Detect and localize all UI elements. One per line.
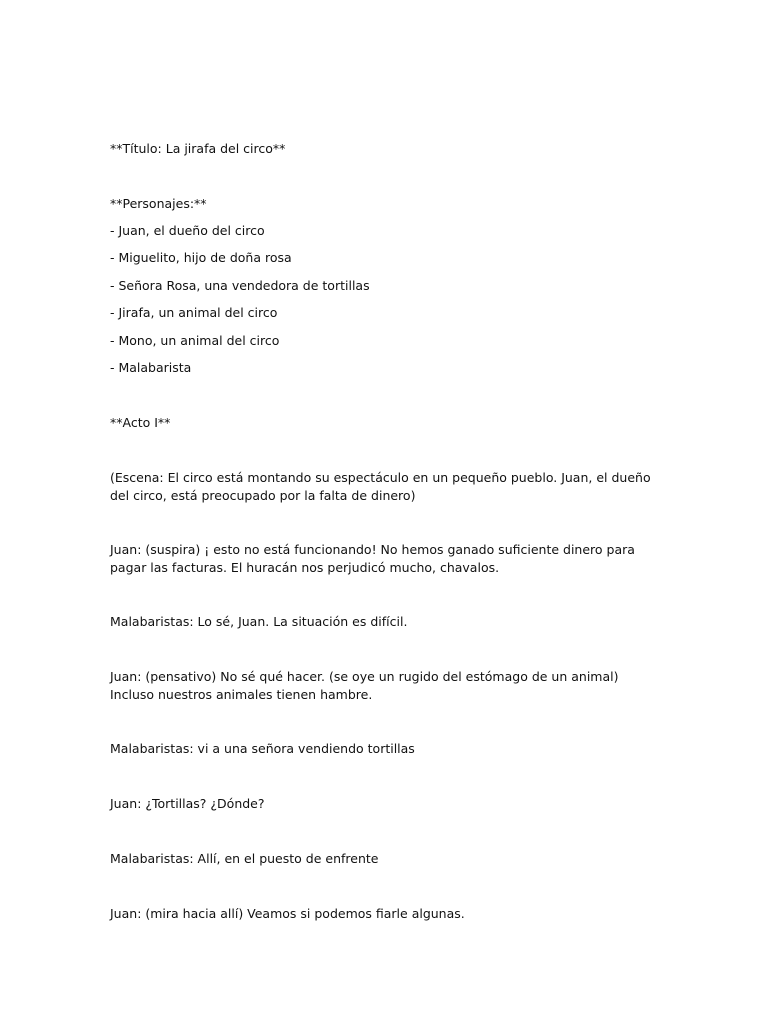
scene-direction: (Escena: El circo está montando su espectáculo en un pequeño pueblo. Juan, el dueño del circo, está preocupado por la falta de dinero) [110, 470, 651, 503]
dialogue-line: Juan: (pensativo) No sé qué hacer. (se oye un rugido del estómago de un animal) Incluso nuestros animales tienen hambre. [110, 669, 619, 702]
characters-heading: **Personajes:** [110, 196, 207, 211]
dialogue-line: Malabaristas: vi a una señora vendiendo tortillas [110, 741, 415, 756]
play-title: **Título: La jirafa del circo** [110, 141, 286, 156]
dialogue-line: Juan: (mira hacia allí) Veamos si podemos fiarle algunas. [110, 906, 465, 921]
act-heading: **Acto I** [110, 415, 171, 430]
character-item: - Señora Rosa, una vendedora de tortillas [110, 278, 370, 293]
character-item: - Jirafa, un animal del circo [110, 305, 278, 320]
character-item: - Miguelito, hijo de doña rosa [110, 250, 292, 265]
character-item: - Mono, un animal del circo [110, 333, 280, 348]
dialogue-line: Malabaristas: Lo sé, Juan. La situación es difícil. [110, 614, 408, 629]
dialogue-line: Juan: (suspira) ¡ esto no está funcionando! No hemos ganado suficiente dinero para pagar las facturas. El huracán nos perjudicó mucho, chavalos. [110, 542, 635, 575]
character-item: - Juan, el dueño del circo [110, 223, 265, 238]
character-item: - Malabarista [110, 360, 192, 375]
dialogue-line: Juan: ¿Tortillas? ¿Dónde? [110, 796, 265, 811]
dialogue-line: Malabaristas: Allí, en el puesto de enfrente [110, 851, 379, 866]
